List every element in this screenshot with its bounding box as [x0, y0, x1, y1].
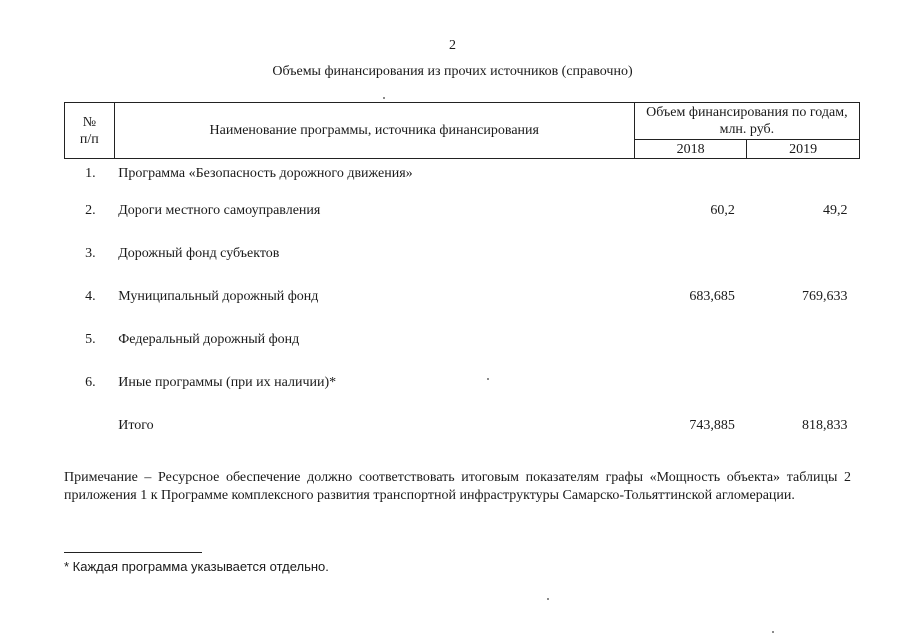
row-value-2018: 683,685 — [689, 288, 735, 304]
table-row — [65, 318, 860, 361]
footnote-divider — [64, 552, 202, 553]
note-paragraph: Примечание – Ресурсное обеспечение должно соответствовать итоговым показателям графы «Мощность объекта» таблицы 2 приложения 1 к Программе комплексного развития транспортной инфраструктуры Самарско-Тольяттинской агломерации. — [64, 470, 851, 503]
row-value-2018 — [634, 232, 747, 275]
row-value-2019 — [747, 159, 860, 190]
row-value-2018 — [634, 159, 747, 190]
table-row-total — [65, 404, 860, 447]
row-name: Итого — [118, 417, 154, 433]
row-value-2019 — [747, 361, 860, 404]
page-number: 2 — [449, 38, 456, 53]
table-row — [65, 159, 860, 190]
row-number — [65, 404, 115, 447]
row-name: Иные программы (при их наличии)* — [118, 374, 337, 390]
header-year-2019: 2019 — [747, 140, 860, 159]
row-name: Дороги местного самоуправления — [118, 202, 321, 218]
table-header-row — [65, 103, 860, 140]
row-value-2018 — [634, 361, 747, 404]
header-name: Наименование программы, источника финансирования — [114, 103, 634, 159]
footnote: * Каждая программа указывается отдельно. — [64, 559, 329, 574]
row-name: Федеральный дорожный фонд — [118, 331, 300, 347]
row-number: 1. — [85, 166, 96, 181]
table-row — [65, 189, 860, 232]
header-volume: Объем финансирования по годам, млн. руб. — [634, 103, 859, 140]
financing-table — [64, 102, 860, 447]
row-number: 5. — [85, 331, 96, 347]
table-row — [65, 361, 860, 404]
row-name: Программа «Безопасность дорожного движения» — [118, 166, 413, 181]
table-row — [65, 275, 860, 318]
row-name: Дорожный фонд субъектов — [118, 245, 280, 261]
row-value-2019: 49,2 — [823, 202, 848, 218]
header-number: № п/п — [65, 103, 115, 159]
scan-speck — [772, 631, 774, 633]
table-row — [65, 232, 860, 275]
row-number: 2. — [85, 202, 96, 218]
row-name: Муниципальный дорожный фонд — [118, 288, 319, 304]
scan-speck — [487, 378, 489, 380]
row-value-2019: 769,633 — [802, 288, 848, 304]
row-value-2019 — [747, 232, 860, 275]
row-number: 4. — [85, 288, 96, 304]
scan-speck — [547, 598, 549, 600]
header-year-2018: 2018 — [634, 140, 747, 159]
row-value-2018: 743,885 — [689, 417, 735, 433]
scan-speck — [383, 97, 385, 99]
row-number: 6. — [85, 374, 96, 390]
row-value-2018: 60,2 — [710, 202, 735, 218]
row-number: 3. — [85, 245, 96, 261]
row-value-2018 — [634, 318, 747, 361]
row-value-2019: 818,833 — [802, 417, 848, 433]
row-value-2019 — [747, 318, 860, 361]
document-title: Объемы финансирования из прочих источников (справочно) — [272, 64, 633, 79]
